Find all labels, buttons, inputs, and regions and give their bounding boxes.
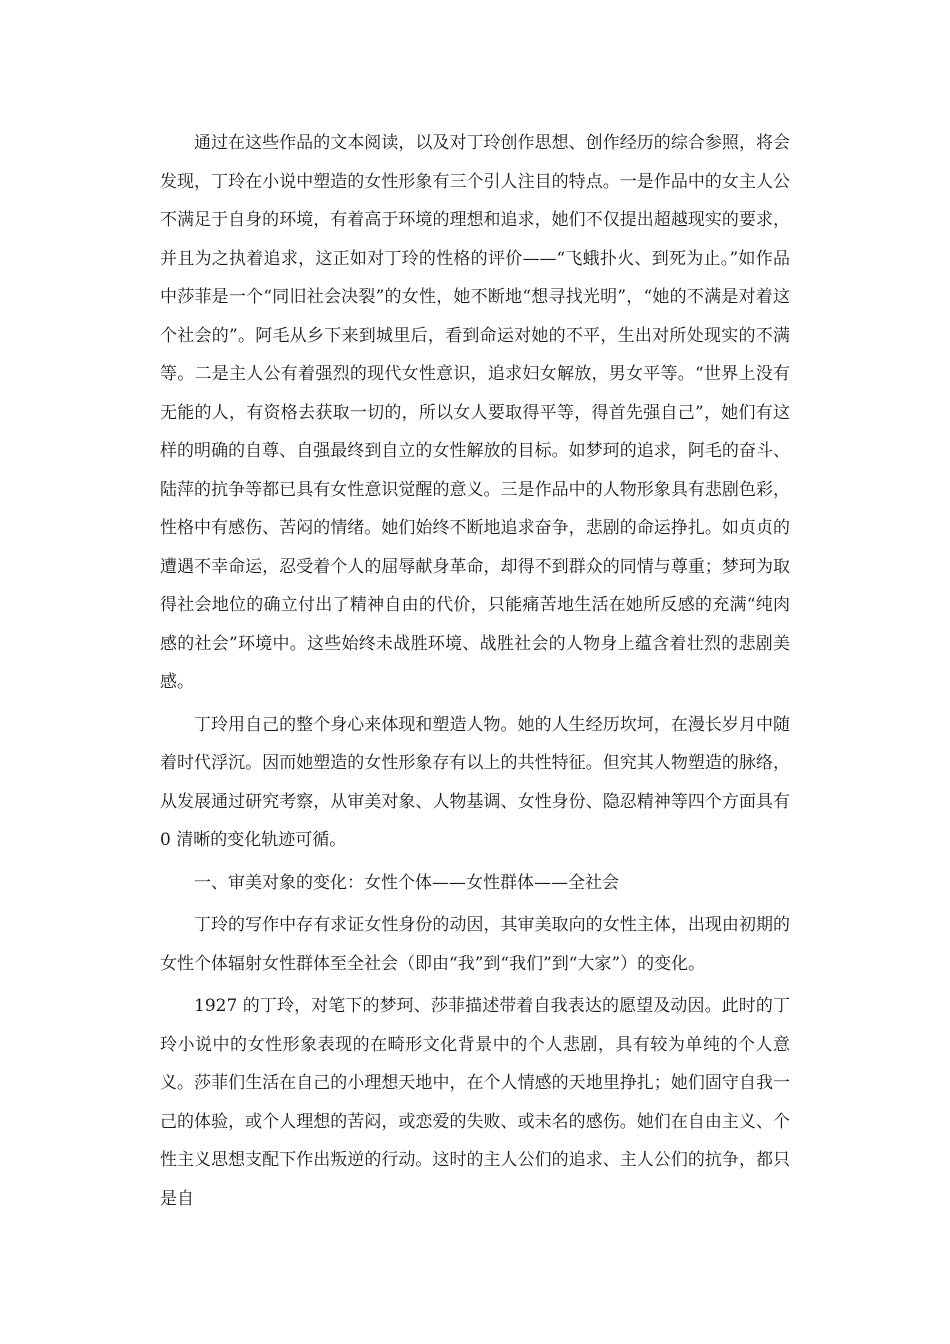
body-text <box>160 124 790 1218</box>
section-heading: 一、审美对象的变化：女性个体——女性群体——全社会 <box>194 872 619 893</box>
paragraph-characteristics: 通过在这些作品的文本阅读，以及对丁玲创作思想、创作经历的综合参照，将会发现，丁玲在小说中塑造的女性形象有三个引人注目的特点。一是作品中的女主人公不满足于自身的环境，有着高于环境的理想和追求，她们不仅提出超越现实的要求，并且为之执着追求，这正如对丁玲的性格的评价——“飞蛾扑火、到死为止。”如作品中莎菲是一个“同旧社会决裂”的女性，她不断地“想寻找光明”，“她的不满是对着这个社会的”。阿毛从乡下来到城里后，看到命运对她的不平，生出对所处现实的不满等。二是主人公有着强烈的现代女性意识，追求妇女解放，男女平等。“世界上没有无能的人，有资格去获取一切的，所以女人要取得平等，得首先强自己”，她们有这样的明确的自尊、自强最终到自立的女性解放的目标。如梦珂的追求，阿毛的奋斗、陆萍的抗争等都已具有女性意识觉醒的意义。三是作品中的人物形象具有悲剧色彩，性格中有感伤、苦闷的情绪。她们始终不断地追求奋争，悲剧的命运挣扎。如贞贞的遭遇不幸命运，忍受着个人的屈辱献身革命，却得不到群众的同情与尊重；梦珂为取得社会地位的确立付出了精神自由的代价，只能痛苦地生活在她所反感的充满“纯肉感的社会”环境中。这些始终未战胜环境、战胜社会的人物身上蕴含着壮烈的悲剧美感。 <box>160 133 790 692</box>
paragraph-overview: 丁玲用自己的整个身心来体现和塑造人物。她的人生经历坎坷，在漫长岁月中随着时代浮沉。因而她塑造的女性形象存有以上的共性特征。但究其人物塑造的脉络，从发展通过研究考察，从审美对象、人物基调、女性身份、隐忍精神等四个方面具有 0 清晰的变化轨迹可循。 <box>160 714 790 850</box>
paragraph-aesthetic-subject: 丁玲的写作中存有求证女性身份的动因，其审美取向的女性主体，出现由初期的女性个体辐射女性群体至全社会（即由“我”到“我们”到“大家”）的变化。 <box>160 915 790 974</box>
paragraph-1927: 1927 的丁玲，对笔下的梦珂、莎菲描述带着自我表达的愿望及动因。此时的丁玲小说中的女性形象表现的在畸形文化背景中的个人悲剧，具有较为单纯的个人意义。莎菲们生活在自己的小理想天地中，在个人情感的天地里挣扎；她们固守自我一己的体验，或个人理想的苦闷，或恋爱的失败、或未名的感伤。她们在自由主义、个性主义思想支配下作出叛逆的行动。这时的主人公们的追求、主人公们的抗争，都只是自 <box>160 996 790 1209</box>
